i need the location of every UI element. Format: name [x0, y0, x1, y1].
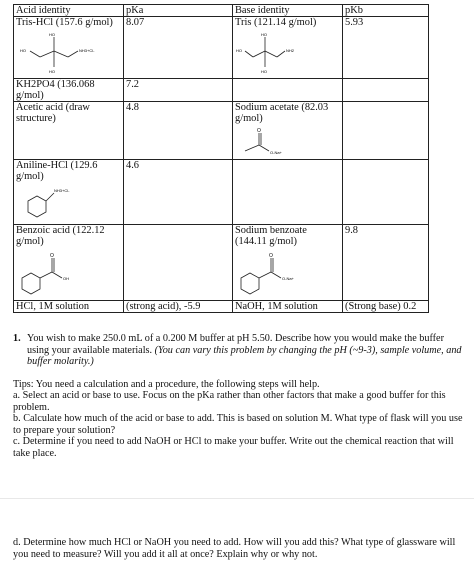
question-number: 1.: [13, 333, 21, 344]
table-row: [14, 79, 429, 102]
pka-cell: 8.07: [124, 17, 233, 79]
acid-cell: [14, 160, 124, 225]
tips-text: Tips: You need a calculation and a procedure, the following steps will help.: [13, 378, 320, 390]
tris-hcl-structure: [16, 29, 116, 75]
question-1-text: You wish to make 250.0 mL of a 0.200 M buffer at pH 5.50. Describe how you would make the buffer using your available materials.: [27, 333, 444, 356]
benzoic-acid-structure: [16, 248, 116, 296]
nh2-label: NH2: [286, 48, 295, 53]
pka-cell: 4.6: [124, 160, 233, 225]
base-cell: [233, 225, 343, 301]
ona-label: O-Na+: [282, 276, 294, 281]
header-pkb: pKb: [343, 5, 429, 17]
step-d: d. Determine how much HCl or NaOH you need to add. How will you add this? What type of glassware will you need to measure? Will you add it all at once? Explain why or why not.: [13, 537, 456, 560]
step-c: c. Determine if you need to add NaOH or HCl to make your buffer. Write out the chemical reaction that will take place.: [13, 436, 454, 459]
acid-base-table: [13, 4, 429, 313]
pka-cell: [124, 225, 233, 301]
base-cell: NaOH, 1M solution: [233, 301, 343, 313]
ho-label: HO: [20, 48, 26, 53]
question-1-body: [27, 333, 468, 368]
acid-cell: [14, 225, 124, 301]
question-1-note: (You can vary this problem by changing the pH (~9-3), sample volume, and buffer molarity.): [27, 344, 462, 367]
base-label: Tris (121.14 g/mol): [235, 17, 317, 28]
o-label: O: [269, 253, 273, 259]
acid-label: Aniline-HCl (129.6 g/mol): [16, 160, 98, 182]
header-acid-identity: Acid identity: [14, 5, 124, 17]
pkb-cell: [343, 160, 429, 225]
header-pka: pKa: [124, 5, 233, 17]
pkb-cell: 5.93: [343, 17, 429, 79]
table-row: [14, 102, 429, 160]
ho-label: HO: [261, 69, 267, 74]
ho-label: HO: [49, 69, 55, 74]
divider: [0, 498, 474, 499]
table-row: [14, 160, 429, 225]
tris-structure: [235, 29, 335, 75]
base-cell: [233, 79, 343, 102]
table-row: [14, 225, 429, 301]
header-base-identity: Base identity: [233, 5, 343, 17]
base-cell: [233, 160, 343, 225]
nh3cl-label: NH3+Cl-: [79, 48, 95, 53]
sodium-benzoate-structure: [235, 248, 335, 296]
sodium-acetate-structure: [235, 125, 335, 157]
questions-section: [13, 333, 468, 459]
step-b: b. Calculate how much of the acid or base to add. This is based on solution M. What type of flask will you use to prepare your solution?: [13, 413, 463, 436]
ona-label: O-Na+: [270, 150, 282, 155]
table-row: [14, 17, 429, 79]
pka-cell: 4.8: [124, 102, 233, 160]
acid-cell: HCl, 1M solution: [14, 301, 124, 313]
acid-cell: KH2PO4 (136.068 g/mol): [14, 79, 124, 102]
base-label: Sodium benzoate (144.11 g/mol): [235, 225, 307, 247]
step-a: a. Select an acid or base to use. Focus on the pKa rather than other factors that make a good buffer for this problem.: [13, 390, 446, 413]
base-cell: [233, 102, 343, 160]
acid-label: Tris-HCl (157.6 g/mol): [16, 17, 113, 28]
pka-cell: 7.2: [124, 79, 233, 102]
base-cell: [233, 17, 343, 79]
pkb-cell: [343, 79, 429, 102]
pkb-cell: [343, 102, 429, 160]
nh3cl-label: NH3+Cl-: [54, 188, 70, 193]
table-row: [14, 301, 429, 313]
pkb-cell: (Strong base) 0.2: [343, 301, 429, 313]
ho-label: HO: [261, 32, 267, 37]
table-header-row: [14, 5, 429, 17]
acid-cell: Acetic acid (draw structure): [14, 102, 124, 160]
o-label: O: [50, 253, 54, 259]
acid-label: Benzoic acid (122.12 g/mol): [16, 225, 105, 247]
question-1: [13, 333, 468, 368]
base-label: Sodium acetate (82.03 g/mol): [235, 102, 329, 124]
acid-cell: [14, 17, 124, 79]
ho-label: HO: [49, 32, 55, 37]
oh-label: OH: [63, 276, 69, 281]
ho-label: HO: [236, 48, 242, 53]
o-label: O: [257, 128, 261, 134]
pka-cell: (strong acid), -5.9: [124, 301, 233, 313]
pkb-cell: 9.8: [343, 225, 429, 301]
aniline-hcl-structure: [16, 183, 116, 223]
